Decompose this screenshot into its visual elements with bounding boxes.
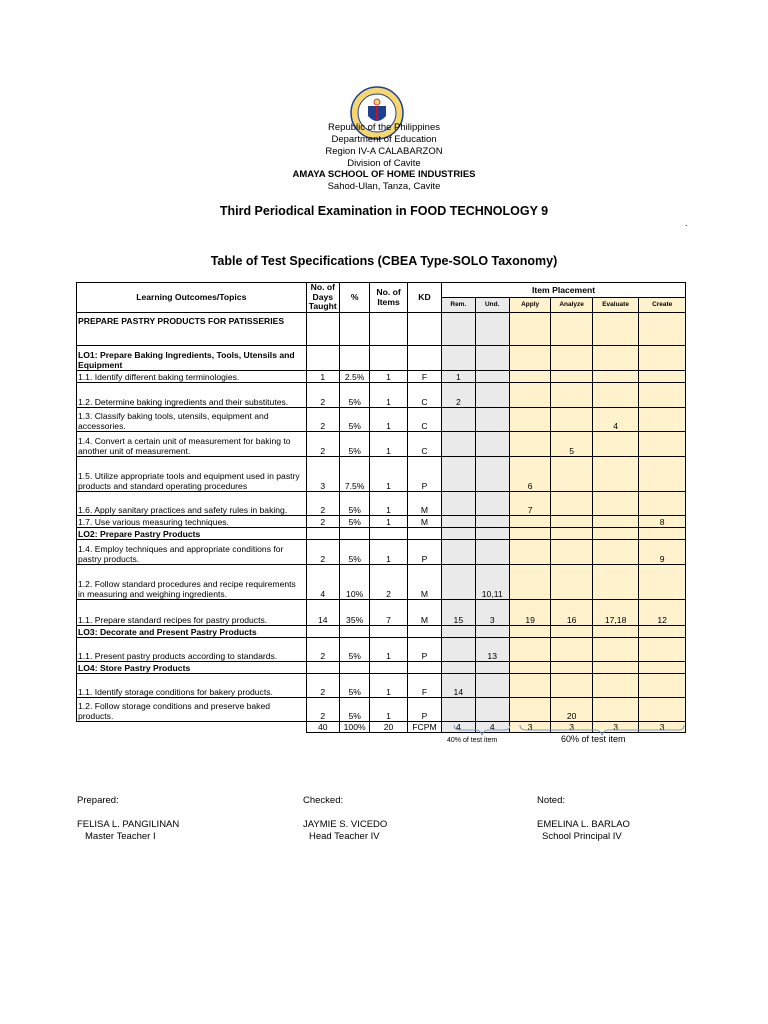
header-analyze: Analyze xyxy=(551,297,592,312)
row-create xyxy=(639,697,686,721)
row-percent: 7.5% xyxy=(339,456,369,491)
table-row xyxy=(77,637,686,661)
row-items: 1 xyxy=(370,370,407,382)
table-row xyxy=(77,370,686,382)
row-kd: P xyxy=(407,697,441,721)
row-topic: LO4: Store Pastry Products xyxy=(77,661,307,673)
row-days: 2 xyxy=(306,515,339,527)
row-create: 8 xyxy=(639,515,686,527)
row-create: 12 xyxy=(639,599,686,625)
row-apply: 19 xyxy=(509,599,550,625)
row-kd: P xyxy=(407,637,441,661)
checked-label: Checked: xyxy=(303,795,344,806)
row-apply xyxy=(509,407,550,431)
row-days: 2 xyxy=(306,637,339,661)
row-topic: 1.1. Prepare standard recipes for pastry products. xyxy=(77,599,307,625)
row-und xyxy=(475,382,509,407)
school-name: AMAYA SCHOOL OF HOME INDUSTRIES xyxy=(292,169,476,180)
row-rem xyxy=(442,431,475,456)
header-apply: Apply xyxy=(509,297,550,312)
row-percent: 5% xyxy=(339,515,369,527)
higher-order-note: 60% of test item xyxy=(561,734,626,744)
totals-und: 4 xyxy=(475,721,509,732)
row-days: 2 xyxy=(306,431,339,456)
header-outcomes: Learning Outcomes/Topics xyxy=(77,283,307,313)
row-kd: C xyxy=(407,407,441,431)
table-row xyxy=(77,345,686,370)
school-address: Sahod-Ulan, Tanza, Cavite xyxy=(327,181,441,192)
row-topic: 1.2. Follow storage conditions and preserve baked products. xyxy=(77,697,307,721)
totals-topic xyxy=(77,721,307,732)
header-percent: % xyxy=(339,283,369,313)
row-evaluate: 4 xyxy=(592,407,639,431)
prepared-label: Prepared: xyxy=(77,795,119,806)
exam-title: Third Periodical Examination in FOOD TECHNOLOGY 9 xyxy=(219,204,549,218)
row-topic: 1.1. Present pastry products according to standards. xyxy=(77,637,307,661)
totals-items: 20 xyxy=(370,721,407,732)
row-days: 3 xyxy=(306,456,339,491)
row-analyze xyxy=(551,564,592,599)
prepared-title: Master Teacher I xyxy=(85,831,156,842)
table-row xyxy=(77,382,686,407)
row-analyze xyxy=(551,491,592,515)
row-topic: 1.2. Follow standard procedures and recipe requirements in measuring and weighing ingredients. xyxy=(77,564,307,599)
row-evaluate xyxy=(592,637,639,661)
row-days: 14 xyxy=(306,599,339,625)
row-topic: 1.6. Apply sanitary practices and safety rules in baking. xyxy=(77,491,307,515)
row-create xyxy=(639,491,686,515)
row-analyze xyxy=(551,456,592,491)
header-line-2: Department of Education xyxy=(331,134,437,145)
row-und: 13 xyxy=(475,637,509,661)
row-days: 4 xyxy=(306,564,339,599)
totals-percent: 100% xyxy=(339,721,369,732)
row-apply xyxy=(509,697,550,721)
row-percent: 5% xyxy=(339,407,369,431)
row-und xyxy=(475,539,509,564)
row-apply xyxy=(509,382,550,407)
table-row xyxy=(77,312,686,345)
row-items: 1 xyxy=(370,673,407,697)
row-items: 1 xyxy=(370,697,407,721)
table-row xyxy=(77,625,686,637)
row-items: 1 xyxy=(370,382,407,407)
row-kd: M xyxy=(407,599,441,625)
table-row xyxy=(77,515,686,527)
row-days: 2 xyxy=(306,673,339,697)
row-evaluate xyxy=(592,564,639,599)
row-topic: LO1: Prepare Baking Ingredients, Tools, Utensils and Equipment xyxy=(77,345,307,370)
row-und xyxy=(475,370,509,382)
row-evaluate xyxy=(592,382,639,407)
row-rem: 15 xyxy=(442,599,475,625)
row-percent: 2.5% xyxy=(339,370,369,382)
row-percent: 5% xyxy=(339,697,369,721)
header-evaluate: Evaluate xyxy=(592,297,639,312)
header-days: No. of Days Taught xyxy=(306,283,339,313)
row-topic: LO2: Prepare Pastry Products xyxy=(77,527,307,539)
row-rem xyxy=(442,515,475,527)
row-items: 2 xyxy=(370,564,407,599)
table-row xyxy=(77,661,686,673)
totals-days: 40 xyxy=(306,721,339,732)
row-apply xyxy=(509,370,550,382)
table-row xyxy=(77,697,686,721)
row-evaluate xyxy=(592,673,639,697)
row-create xyxy=(639,431,686,456)
table-row xyxy=(77,539,686,564)
row-apply xyxy=(509,637,550,661)
row-kd: M xyxy=(407,515,441,527)
noted-label: Noted: xyxy=(537,795,565,806)
row-kd: M xyxy=(407,491,441,515)
noted-title: School Principal IV xyxy=(542,831,622,842)
row-kd: P xyxy=(407,539,441,564)
row-percent: 5% xyxy=(339,382,369,407)
table-row xyxy=(77,599,686,625)
table-title: Table of Test Specifications (CBEA Type-SOLO Taxonomy) xyxy=(210,254,558,268)
row-analyze xyxy=(551,673,592,697)
row-create xyxy=(639,673,686,697)
totals-rem: 4 xyxy=(442,721,475,732)
row-analyze: 16 xyxy=(551,599,592,625)
row-analyze xyxy=(551,407,592,431)
header-und: Und. xyxy=(475,297,509,312)
row-kd: M xyxy=(407,564,441,599)
row-evaluate xyxy=(592,456,639,491)
row-kd: P xyxy=(407,456,441,491)
totals-analyze: 3 xyxy=(551,721,592,732)
row-topic: 1.2. Determine baking ingredients and their substitutes. xyxy=(77,382,307,407)
row-rem: 1 xyxy=(442,370,475,382)
row-und xyxy=(475,515,509,527)
row-items: 1 xyxy=(370,515,407,527)
row-percent: 5% xyxy=(339,673,369,697)
row-rem xyxy=(442,564,475,599)
row-analyze: 5 xyxy=(551,431,592,456)
row-topic: PREPARE PASTRY PRODUCTS FOR PATISSERIES xyxy=(77,312,307,345)
row-apply xyxy=(509,673,550,697)
row-topic: 1.1. Identify storage conditions for bakery products. xyxy=(77,673,307,697)
totals-create: 3 xyxy=(639,721,686,732)
row-rem xyxy=(442,637,475,661)
lower-order-note: 40% of test item xyxy=(447,737,498,744)
row-items: 1 xyxy=(370,407,407,431)
header-item-placement: Item Placement xyxy=(442,283,686,298)
row-und xyxy=(475,407,509,431)
row-days: 2 xyxy=(306,382,339,407)
row-percent: 5% xyxy=(339,637,369,661)
row-percent: 5% xyxy=(339,539,369,564)
row-topic: 1.5. Utilize appropriate tools and equipment used in pastry products and standard operating procedures xyxy=(77,456,307,491)
row-days: 2 xyxy=(306,407,339,431)
row-kd: C xyxy=(407,431,441,456)
row-evaluate xyxy=(592,370,639,382)
row-rem: 14 xyxy=(442,673,475,697)
row-items: 1 xyxy=(370,491,407,515)
test-specifications-table xyxy=(76,282,686,733)
row-kd: F xyxy=(407,673,441,697)
prepared-name: FELISA L. PANGILINAN xyxy=(77,819,180,830)
row-rem xyxy=(442,456,475,491)
row-create xyxy=(639,370,686,382)
row-analyze xyxy=(551,382,592,407)
table-row xyxy=(77,431,686,456)
row-apply: 7 xyxy=(509,491,550,515)
row-apply xyxy=(509,564,550,599)
row-percent: 35% xyxy=(339,599,369,625)
row-und: 3 xyxy=(475,599,509,625)
row-evaluate xyxy=(592,697,639,721)
header-create: Create xyxy=(639,297,686,312)
table-row xyxy=(77,527,686,539)
row-topic: 1.1. Identify different baking terminologies. xyxy=(77,370,307,382)
header-line-3: Region IV-A CALABARZON xyxy=(325,146,443,157)
row-und xyxy=(475,697,509,721)
noted-name: EMELINA L. BARLAO xyxy=(537,819,630,830)
row-create xyxy=(639,637,686,661)
header-line-1: Republic of the Philippines xyxy=(328,122,440,133)
row-items: 1 xyxy=(370,539,407,564)
row-rem xyxy=(442,407,475,431)
table-row xyxy=(77,564,686,599)
row-days: 2 xyxy=(306,697,339,721)
row-analyze xyxy=(551,637,592,661)
row-percent: 10% xyxy=(339,564,369,599)
table-row xyxy=(77,407,686,431)
row-topic: 1.3. Classify baking tools, utensils, equipment and accessories. xyxy=(77,407,307,431)
row-evaluate xyxy=(592,539,639,564)
totals-kd: FCPM xyxy=(407,721,441,732)
row-rem xyxy=(442,491,475,515)
header-kd: KD xyxy=(407,283,441,313)
totals-evaluate: 3 xyxy=(592,721,639,732)
row-items: 7 xyxy=(370,599,407,625)
row-topic: 1.4. Employ techniques and appropriate conditions for pastry products. xyxy=(77,539,307,564)
row-items: 1 xyxy=(370,637,407,661)
table-row xyxy=(77,673,686,697)
row-und xyxy=(475,673,509,697)
row-create: 9 xyxy=(639,539,686,564)
row-und: 10,11 xyxy=(475,564,509,599)
row-topic: 1.4. Convert a certain unit of measurement for baking to another unit of measurement. xyxy=(77,431,307,456)
row-create xyxy=(639,407,686,431)
row-create xyxy=(639,564,686,599)
row-topic: 1.7. Use various measuring techniques. xyxy=(77,515,307,527)
row-percent: 5% xyxy=(339,431,369,456)
table-row xyxy=(77,456,686,491)
row-rem xyxy=(442,697,475,721)
row-apply: 6 xyxy=(509,456,550,491)
row-analyze xyxy=(551,515,592,527)
row-apply xyxy=(509,515,550,527)
row-percent: 5% xyxy=(339,491,369,515)
row-analyze xyxy=(551,370,592,382)
row-evaluate xyxy=(592,491,639,515)
stray-dot: . xyxy=(685,218,688,228)
row-und xyxy=(475,456,509,491)
row-analyze xyxy=(551,539,592,564)
row-evaluate xyxy=(592,431,639,456)
row-items: 1 xyxy=(370,431,407,456)
row-evaluate xyxy=(592,515,639,527)
row-rem: 2 xyxy=(442,382,475,407)
header-rem: Rem. xyxy=(442,297,475,312)
row-evaluate: 17,18 xyxy=(592,599,639,625)
lower-order-brace xyxy=(452,724,512,736)
row-days: 2 xyxy=(306,491,339,515)
row-apply xyxy=(509,539,550,564)
checked-title: Head Teacher IV xyxy=(309,831,380,842)
totals-apply: 3 xyxy=(509,721,550,732)
row-apply xyxy=(509,431,550,456)
row-und xyxy=(475,491,509,515)
row-days: 1 xyxy=(306,370,339,382)
header-items: No. of Items xyxy=(370,283,407,313)
row-create xyxy=(639,456,686,491)
table-row xyxy=(77,491,686,515)
checked-name: JAYMIE S. VICEDO xyxy=(303,819,388,830)
header-line-4: Division of Cavite xyxy=(347,158,421,169)
row-kd: C xyxy=(407,382,441,407)
row-days: 2 xyxy=(306,539,339,564)
row-topic: LO3: Decorate and Present Pastry Products xyxy=(77,625,307,637)
row-analyze: 20 xyxy=(551,697,592,721)
row-items: 1 xyxy=(370,456,407,491)
row-rem xyxy=(442,539,475,564)
row-kd: F xyxy=(407,370,441,382)
row-und xyxy=(475,431,509,456)
row-create xyxy=(639,382,686,407)
